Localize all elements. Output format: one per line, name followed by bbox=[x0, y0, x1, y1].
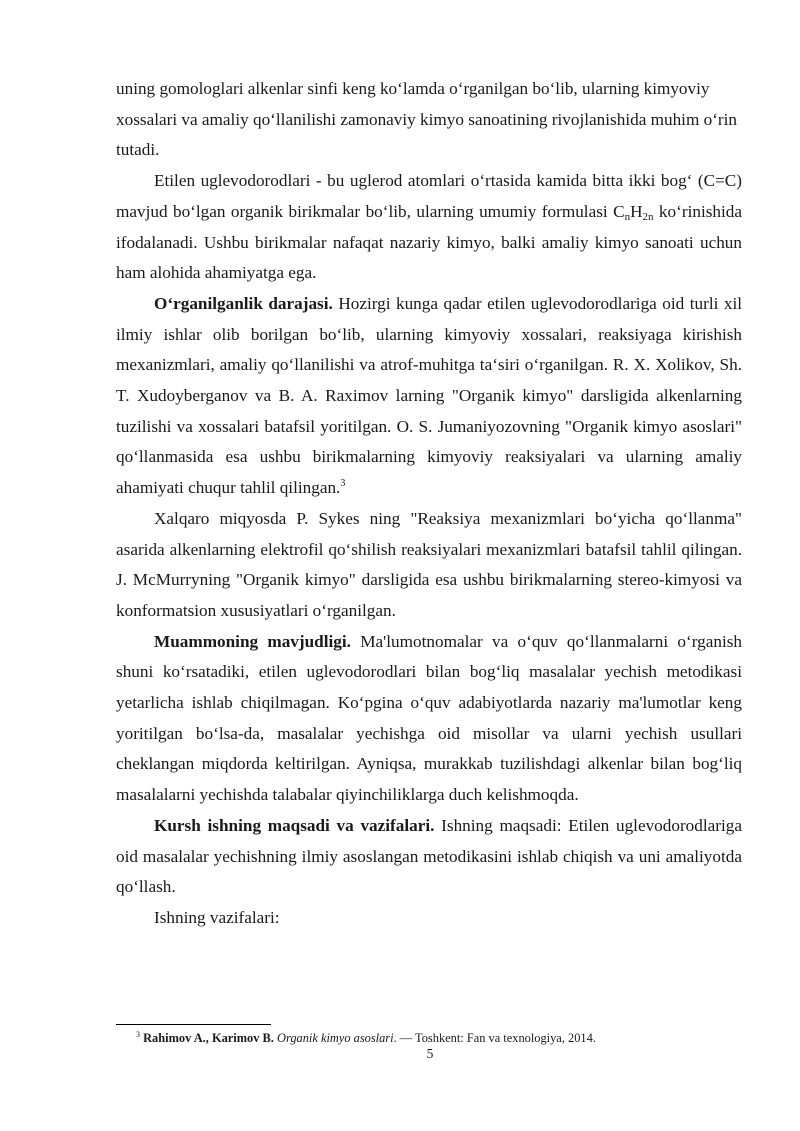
paragraph-research-level: O‘rganilganlik darajasi. Hozirgi kunga qadar etilen uglevodorodlariga oid turli xil ilmiy ishlar olib borilgan bo‘lib, ularning kimyoviy xossalari, reaksiyaga kirishish mexanizmlari, amaliy qo‘llanilishi va atrof-muhitga ta‘siri o‘rganilgan. R. X. Xolikov, Sh. T. Xudoyberganov va B. A. Raximov larning "Organik kimyo" darsligida alkenlarning tuzilishi va xossalari batafsil yoritilgan. O. S. Jumaniyozovning "Organik kimyo asoslari" qo‘llanmasida esa ushbu birikmalarning kimyoviy reaksiyalari va ularning amaliy ahamiyati chuqur tahlil qilingan.$^3$ bbox=[116, 293, 743, 498]
section-heading-problem: Muammoning mavjudligi. bbox=[154, 631, 351, 651]
paragraph-continuation: uning gomologlari alkenlar sinfi keng ko‘lamda o‘rganilgan bo‘lib, ularning kimyoviy xossalari va amaliy qo‘llanilishi zamonaviy kimyo sanoatining rivojlanishida muhim o‘rin tutadi. bbox=[116, 79, 738, 160]
paragraph-problem: Muammoning mavjudligi. Ma'lumotnomalar va o‘quv qo‘llanmalarni o‘rganish shuni ko‘rsatadiki, etilen uglevodorodlari bilan bog‘liq masalalar yechish metodikasi yetarlicha ishlab chiqilmagan. Ko‘pgina o‘quv adabiyotlarda nazariy ma'lumotlar keng yoritilgan bo‘lsa-da, masalalar yechishga oid misollar va ularni yechish usullari cheklangan miqdorda keltirilgan. Ayniqsa, murakkab tuzilishdagi alkenlar bilan bog‘liq masalalarni yechishda talabalar qiyinchiliklarga duch kelishmoqda. bbox=[116, 631, 743, 805]
page-number: 5 bbox=[426, 1046, 434, 1061]
footnote-title: Organik kimyo asoslari bbox=[277, 1031, 394, 1045]
paragraph-goals: Kursh ishning maqsadi va vazifalari. Ishning maqsadi: Etilen uglevodorodlariga oid masalalar yechishning ilmiy asoslangan metodikasini ishlab chiqish va uni amaliyotda qo‘llash. bbox=[116, 815, 742, 897]
body-text bbox=[116, 74, 742, 934]
paragraph-international: Xalqaro miqyosda P. Sykes ning "Reaksiya mexanizmlari bo‘yicha qo‘llanma" asarida alkenlarning elektrofil qo‘shilish reaksiyalari mexanizmlari batafsil tahlil qilingan. J. McMurryning "Organik kimyo" darsligida esa ushbu birikmalarning stereo-kimyosi va konformatsion xususiyatlari o‘rganilgan. bbox=[116, 508, 742, 620]
section-heading-research-level: O‘rganilganlik darajasi. bbox=[154, 293, 333, 313]
paragraph-tasks: Ishning vazifalari: bbox=[154, 907, 280, 927]
footnote-number: 3 bbox=[136, 1030, 140, 1039]
section-heading-goals: Kursh ishning maqsadi va vazifalari. bbox=[154, 815, 435, 835]
paragraph-etilen-definition: Etilen uglevodorodlari - bu uglerod atomlari o‘rtasida kamida bitta ikki bog‘ (C=C) mavjud bo‘lgan organik birikmalar bo‘lib, ularning umumiy formulasi $C_nH_{2n}$ ko‘rinishida ifodalanadi. Ushbu birikmalar nafaqat nazariy kimyo, balki amaliy kimyo sanoati uchun ham alohida ahamiyatga ega. bbox=[116, 171, 742, 283]
footnote-publication: . — Toshkent: Fan va texnologiya, 2014. bbox=[393, 1031, 596, 1045]
formula-subscript-n: n bbox=[624, 210, 631, 223]
footnote-reference[interactable]: 3 bbox=[340, 478, 346, 490]
footnote bbox=[136, 1030, 746, 1046]
footnote-authors: Rahimov A., Karimov B. bbox=[143, 1031, 274, 1045]
formula-subscript-2n: 2n bbox=[642, 210, 654, 223]
footnote-divider bbox=[116, 1024, 271, 1025]
